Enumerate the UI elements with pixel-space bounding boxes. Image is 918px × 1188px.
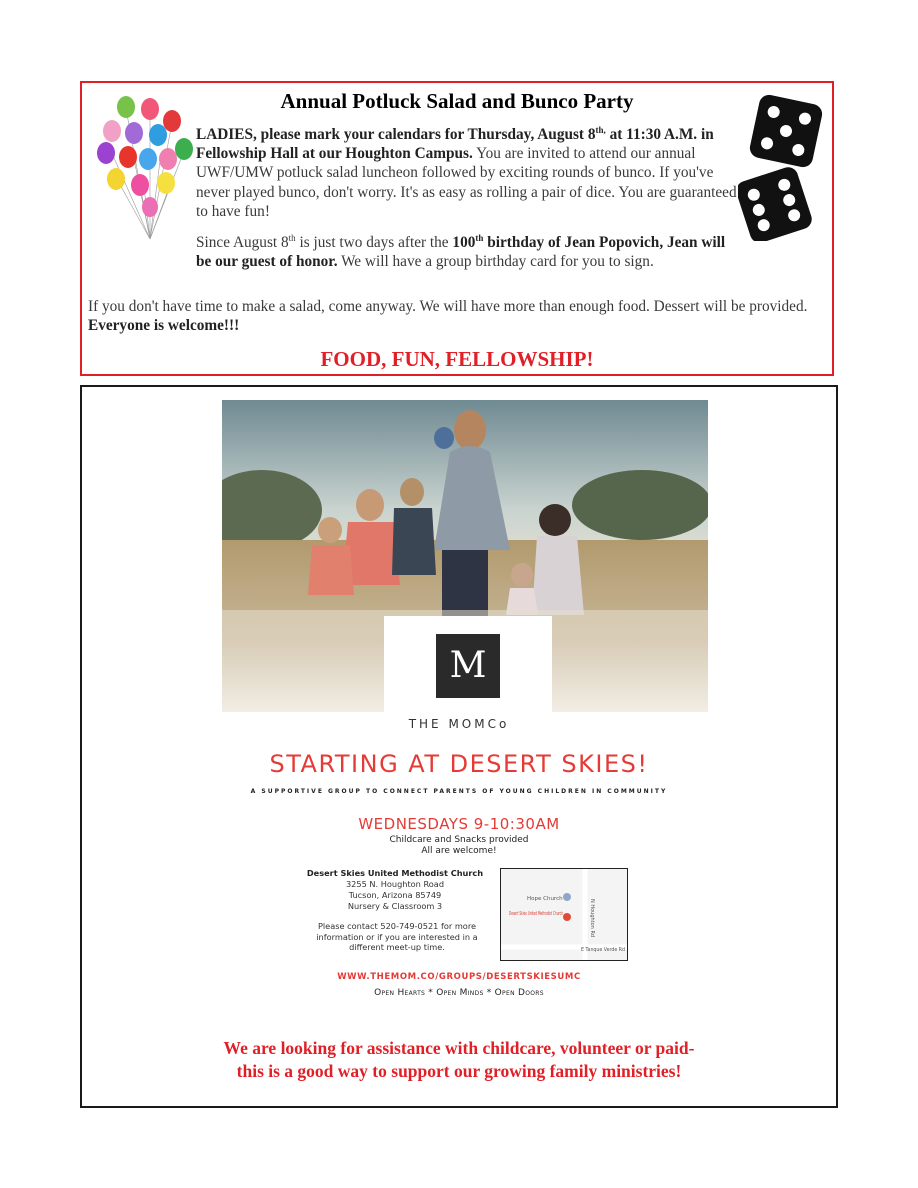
schedule: WEDNESDAYS 9-10:30AM bbox=[358, 815, 560, 833]
momco-logo-mark: M bbox=[436, 634, 500, 698]
slogan-heading: FOOD, FUN, FELLOWSHIP! bbox=[320, 347, 594, 371]
volunteer-request: We are looking for assistance with childcare, volunteer or paid- this is a good way to support our growing family ministries! bbox=[223, 1038, 695, 1081]
tagline: A SUPPORTIVE GROUP TO CONNECT PARENTS OF YOUNG CHILDREN IN COMMUNITY bbox=[250, 788, 668, 795]
map-label-desert-skies: Desert Skies United Methodist Church bbox=[509, 911, 563, 917]
contact-info: Please contact 520-749-0521 for more information or if you are interested in a different meet-up time. bbox=[316, 921, 478, 952]
headline: STARTING AT DESERT SKIES! bbox=[269, 750, 649, 778]
potluck-title: Annual Potluck Salad and Bunco Party bbox=[280, 89, 634, 113]
map-label-street: N Houghton Rd bbox=[589, 899, 595, 938]
motto: Open Hearts * Open Minds * Open Doors bbox=[374, 988, 544, 998]
map-label-hope: Hope Church bbox=[527, 896, 563, 902]
location-map bbox=[500, 868, 628, 961]
momco-flyer bbox=[80, 385, 838, 1108]
website-link[interactable]: WWW.THEMOM.CO/GROUPS/DESERTSKIESUMC bbox=[337, 972, 581, 982]
brand-name: THE MOMCo bbox=[408, 717, 510, 731]
potluck-footer-text: If you don't have time to make a salad, come anyway. We will have more than enough food. Dessert will be provided. Everyone is welcome!!! bbox=[88, 298, 808, 335]
momco-logo bbox=[384, 616, 552, 712]
church-address: Desert Skies United Methodist Church 3255 N. Houghton Road Tucson, Arizona 85749 Nursery & Classroom 3 bbox=[302, 868, 488, 912]
potluck-paragraph-2: Since August 8th is just two days after the 100th birthday of Jean Popovich, Jean will be our guest of honor. We will have a group birthday card for you to sign. bbox=[196, 232, 726, 271]
potluck-body bbox=[196, 125, 742, 271]
childcare-note: Childcare and Snacks provided All are welcome! bbox=[389, 835, 529, 856]
desert-skies-pin-icon bbox=[563, 913, 571, 921]
church-name: Desert Skies United Methodist Church bbox=[306, 868, 484, 878]
potluck-paragraph-1: LADIES, please mark your calendars for Thursday, August $8^{th,}$ at 11:30 A.M. in Fellowship Hall at our Houghton Campus. You are invited to attend our annual UWF/UMW potluck salad luncheon followed by exciting rounds of bunco. If you've never played bunco, don't worry. It's as easy as rolling a pair of dice. You are guaranteed to have fun! bbox=[196, 124, 737, 220]
potluck-flyer bbox=[80, 81, 834, 376]
hope-church-pin-icon bbox=[563, 893, 571, 901]
map-label-road: E Tanque Verde Rd bbox=[581, 947, 625, 953]
